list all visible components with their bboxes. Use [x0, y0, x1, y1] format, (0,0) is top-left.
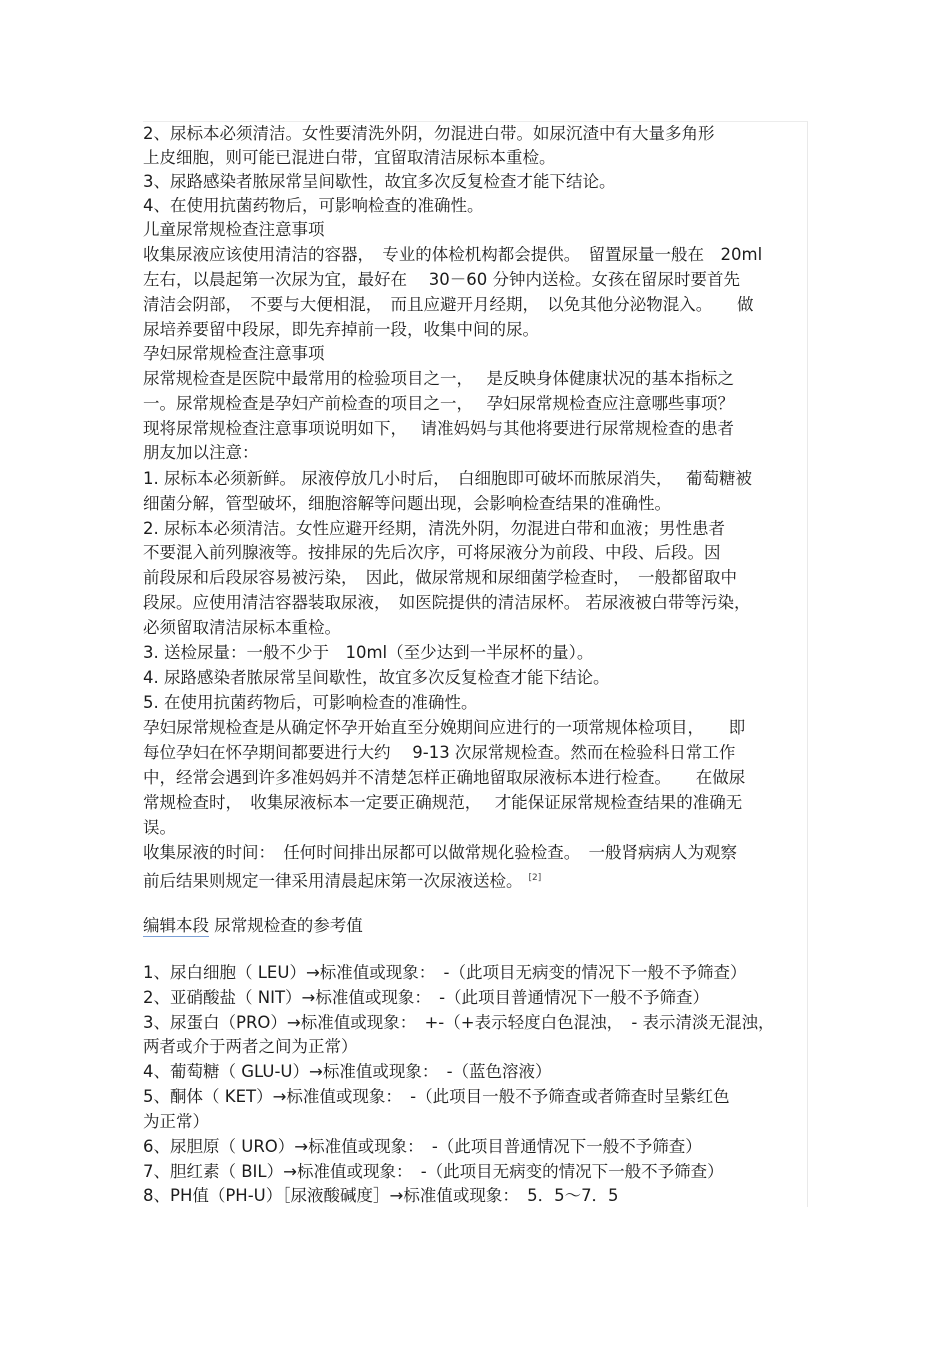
text-line: 一。尿常规检查是孕妇产前检查的项目之一， 孕妇尿常规检查应注意哪些事项？ — [143, 394, 734, 413]
text-line: 前段尿和后段尿容易被污染， 因此，做尿常规和尿细菌学检查时， 一般都留取中 — [143, 568, 737, 587]
text-line: 3、尿路感染者脓尿常呈间歇性，故宜多次反复检查才能下结论。 — [143, 172, 616, 191]
text-line: 上皮细胞，则可能已混进白带，宜留取清洁尿标本重检。 — [143, 148, 556, 167]
text-line: 每位孕妇在怀孕期间都要进行大约 9-13 次尿常规检查。然而在检验科日常工作 — [143, 743, 736, 762]
reference-item: 两者或介于两者之间为正常） — [143, 1037, 358, 1056]
section-title: 尿常规检查的参考值 — [209, 916, 363, 935]
text-line — [143, 866, 541, 890]
reference-item: 2、亚硝酸盐（ NIT）→标准值或现象： -（此项目普通情况下一般不予筛查） — [143, 988, 710, 1007]
text-line: 中，经常会遇到许多准妈妈并不清楚怎样正确地留取尿液标本进行检查。 在做尿 — [143, 768, 746, 787]
reference-item: 4、葡萄糖（ GLU-U）→标准值或现象： -（蓝色溶液） — [143, 1062, 552, 1081]
text-line: 必须留取清洁尿标本重检。 — [143, 618, 341, 637]
edit-section-link[interactable]: 编辑本段 — [143, 916, 209, 935]
text-line: 现将尿常规检查注意事项说明如下， 请准妈妈与其他将要进行尿常规检查的患者 — [143, 419, 734, 438]
citation-link[interactable]: [2] — [528, 873, 542, 883]
text-line: 常规检查时， 收集尿液标本一定要正确规范， 才能保证尿常规检查结果的准确无 — [143, 793, 743, 812]
text-line: 尿培养要留中段尿，即先弃掉前一段，收集中间的尿。 — [143, 320, 539, 339]
text-line: 2. 尿标本必须清洁。女性应避开经期，清洗外阴，勿混进白带和血液；男性患者 — [143, 519, 725, 538]
text-line: 收集尿液的时间： 任何时间排出尿都可以做常规化验检查。 一般肾病病人为观察 — [143, 843, 737, 862]
text-line: 左右，以晨起第一次尿为宜，最好在 30－60 分钟内送检。女孩在留尿时要首先 — [143, 270, 740, 289]
text-line: 收集尿液应该使用清洁的容器， 专业的体检机构都会提供。 留置尿量一般在 20ml — [143, 245, 763, 264]
text-line: 5. 在使用抗菌药物后，可影响检查的准确性。 — [143, 693, 478, 712]
reference-item: 5、酮体（ KET）→标准值或现象： -（此项目一般不予筛查或者筛查时呈紫红色 — [143, 1087, 730, 1106]
text-line: 不要混入前列腺液等。按排尿的先后次序，可将尿液分为前段、中段、后段。因 — [143, 543, 721, 562]
subheading: 孕妇尿常规检查注意事项 — [143, 344, 325, 363]
reference-item: 3、尿蛋白（PRO）→标准值或现象： +-（+表示轻度白色混浊， - 表示清淡无混浊， — [143, 1013, 775, 1032]
text-line: 尿常规检查是医院中最常用的检验项目之一， 是反映身体健康状况的基本指标之 — [143, 369, 734, 388]
text-line: 细菌分解，管型破坏，细胞溶解等问题出现，会影响检查结果的准确性。 — [143, 494, 671, 513]
text-line: 1. 尿标本必须新鲜。 尿液停放几小时后， 白细胞即可破坏而脓尿消失， 葡萄糖被 — [143, 469, 752, 488]
reference-item: 8、PH值（PH-U）［尿液酸碱度］→标准值或现象： 5．5～7．5 — [143, 1186, 619, 1205]
document-content — [143, 121, 808, 1207]
subheading: 儿童尿常规检查注意事项 — [143, 220, 325, 239]
section-heading — [143, 914, 363, 938]
reference-item: 6、尿胆原（ URO）→标准值或现象： -（此项目普通情况下一般不予筛查） — [143, 1137, 702, 1156]
text-line: 朋友加以注意： — [143, 443, 259, 462]
text-line: 误。 — [143, 818, 176, 837]
text-line: 清洁会阴部， 不要与大便相混， 而且应避开月经期， 以免其他分泌物混入。 做 — [143, 295, 754, 314]
text-line: 3. 送检尿量：一般不少于 10ml（至少达到一半尿杯的量）。 — [143, 643, 594, 662]
text-line: 2、尿标本必须清洁。女性要清洗外阴，勿混进白带。如尿沉渣中有大量多角形 — [143, 124, 715, 143]
reference-item: 为正常） — [143, 1112, 209, 1131]
text-line: 孕妇尿常规检查是从确定怀孕开始直至分娩期间应进行的一项常规体检项目， 即 — [143, 718, 746, 737]
text-line-content: 前后结果则规定一律采用清晨起床第一次尿液送检。 — [143, 871, 523, 891]
reference-item: 1、尿白细胞（ LEU）→标准值或现象： -（此项目无病变的情况下一般不予筛查） — [143, 963, 747, 982]
text-line: 段尿。应使用清洁容器装取尿液， 如医院提供的清洁尿杯。 若尿液被白带等污染， — [143, 593, 751, 612]
text-line: 4、在使用抗菌药物后，可影响检查的准确性。 — [143, 196, 484, 215]
reference-item: 7、胆红素（ BIL）→标准值或现象： -（此项目无病变的情况下一般不予筛查） — [143, 1162, 724, 1181]
text-line: 4. 尿路感染者脓尿常呈间歇性，故宜多次反复检查才能下结论。 — [143, 668, 610, 687]
